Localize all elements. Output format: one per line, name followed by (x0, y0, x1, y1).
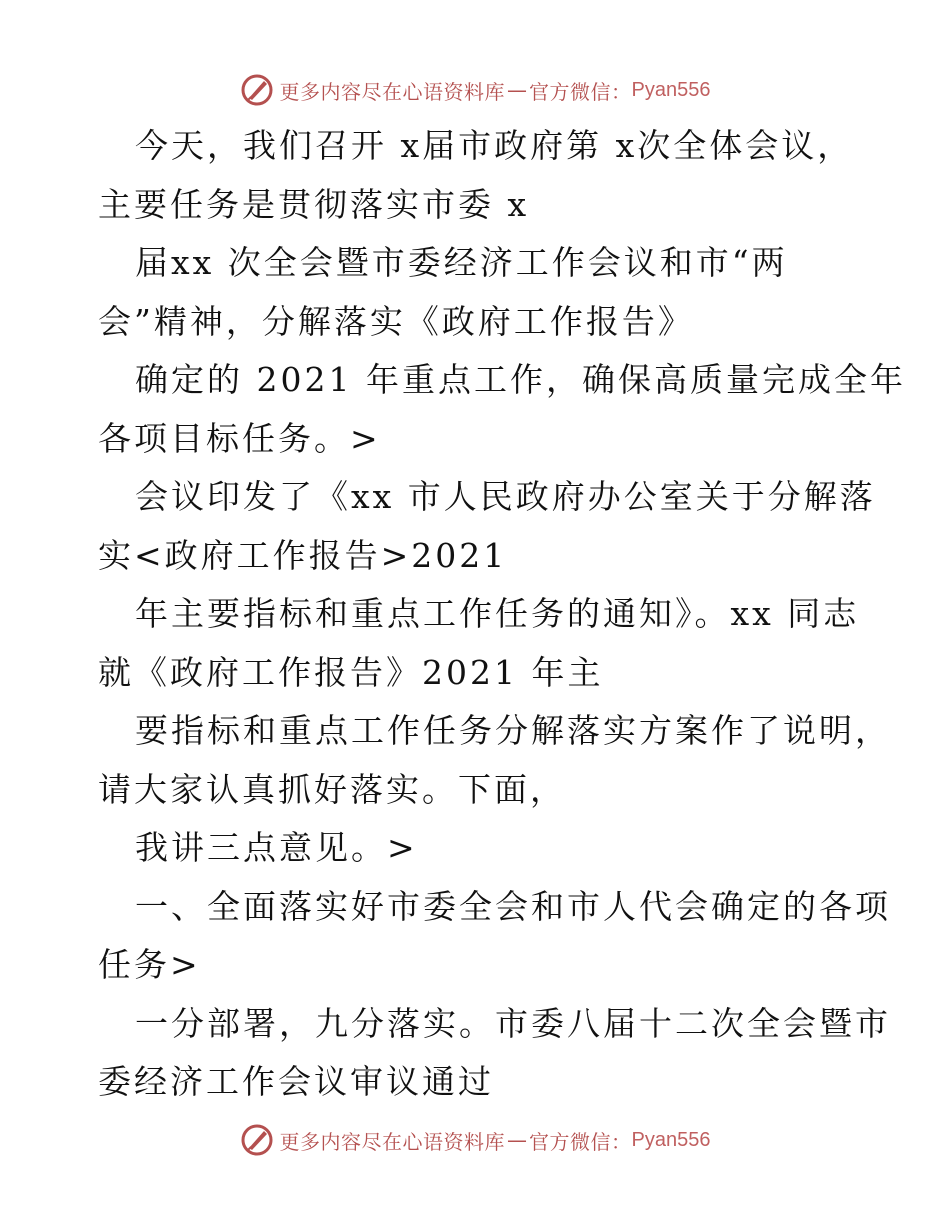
body-line: 实<政府工作报告>2021 (98, 536, 508, 575)
body-line: 主要任务是贯彻落实市委 x (98, 185, 530, 224)
section-heading: 一、全面落实好市委全会和市人代会确定的各项 (135, 887, 891, 926)
body-line: 我讲三点意见。> (135, 828, 418, 867)
watermark-separator: — (507, 1128, 528, 1152)
body-line: 要指标和重点工作任务分解落实方案作了说明， (135, 711, 891, 750)
body-line: 请大家认真抓好落实。下面， (98, 770, 566, 809)
body-line: 就《政府工作报告》2021 年主 (98, 653, 604, 692)
body-line: 会”精神，分解落实《政府工作报告》 (98, 302, 694, 341)
watermark-wechat-id: Pyan556 (631, 1128, 711, 1151)
watermark-text: 更多内容尽在心语资料库 (279, 79, 506, 104)
body-line: 一分部署，九分落实。市委八届十二次全会暨市 (135, 1004, 891, 1043)
quill-logo-icon (240, 1123, 274, 1157)
body-line: 任务> (98, 945, 201, 984)
body-line: 届xx 次全会暨市委经济工作会议和市“两 (135, 243, 788, 282)
watermark-wechat-label: 官方微信： (529, 79, 632, 104)
body-line: 各项目标任务。> (98, 419, 381, 458)
body-line: 今天，我们召开 x届市政府第 x次全体会议， (135, 126, 854, 165)
body-line: 委经济工作会议审议通过 (98, 1062, 494, 1101)
body-line: 确定的 2021 年重点工作，确保高质量完成全年 (135, 360, 906, 399)
body-line: 会议印发了《xx 市人民政府办公室关于分解落 (135, 477, 876, 516)
body-line: 年主要指标和重点工作任务的通知》。xx 同志 (135, 594, 860, 633)
watermark-wechat-label: 官方微信： (529, 1129, 632, 1154)
watermark-separator: — (507, 78, 528, 102)
footer-watermark (0, 1120, 950, 1160)
watermark-text: 更多内容尽在心语资料库 (279, 1129, 506, 1154)
watermark-wechat-id: Pyan556 (631, 78, 711, 101)
